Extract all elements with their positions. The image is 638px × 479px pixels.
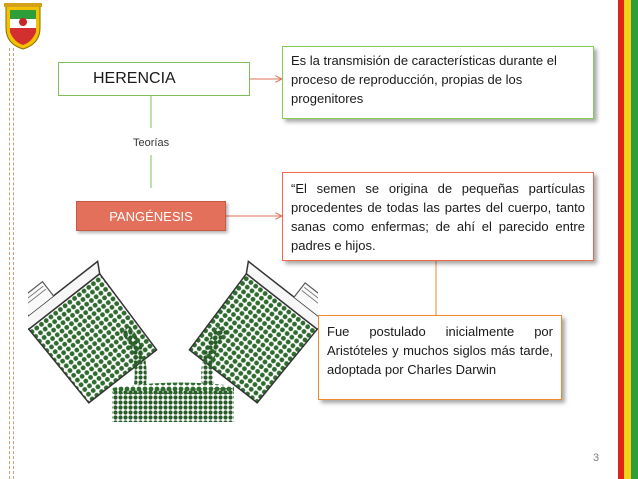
quote-box [282,172,594,261]
herencia-box [58,62,250,96]
pangenesis-box [76,201,226,231]
definition-text: Es la transmisión de características durante el proceso de reproducción, propias de los progenitores [291,53,557,106]
definition-box [282,46,594,119]
postulado-box [318,315,562,400]
quote-text: “El semen se origina de pequeñas partículas procedentes de todas las partes del cuerpo, tanto sanas como enfermas; de ahí el parecido entre padres e hijos. [291,181,585,253]
page-number: 3 [593,452,600,464]
teorias-label: Teorías [133,137,170,149]
herencia-label: HERENCIA [93,70,176,87]
pangenesis-label: PANGÉNESIS [109,208,193,224]
postulado-text: Fue postulado inicialmente por Aristóteles y muchos siglos más tarde, adoptada por Charles Darwin [327,324,553,377]
pouring-jugs-illustration [28,260,318,430]
